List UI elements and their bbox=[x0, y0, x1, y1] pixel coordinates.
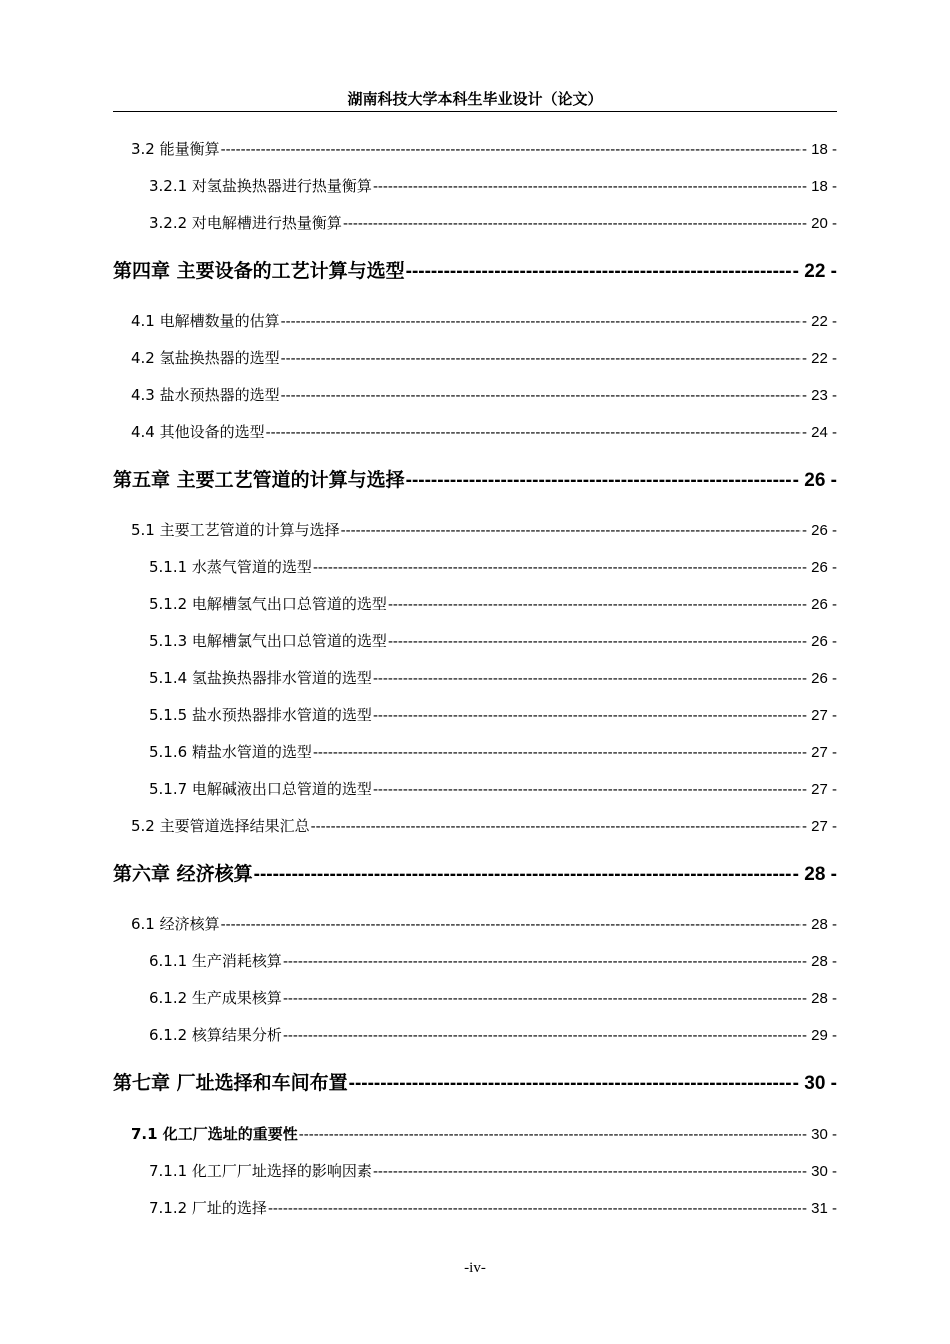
toc-entry-page: - 30 - bbox=[792, 1073, 837, 1094]
toc-entry-3-2-1[interactable] bbox=[149, 175, 837, 197]
toc-leader bbox=[373, 779, 801, 800]
toc-entry-page: - 27 - bbox=[801, 781, 837, 798]
toc-entry-page: - 30 - bbox=[801, 1163, 837, 1180]
toc-entry-5-1-4[interactable] bbox=[149, 667, 837, 689]
toc-entry-title: 6.1.1 生产消耗核算 bbox=[149, 952, 282, 970]
page-number: -iv- bbox=[464, 1260, 486, 1276]
toc-entry-title: 5.1.7 电解碱液出口总管道的选型 bbox=[149, 780, 372, 798]
toc-entry-title: 4.4 其他设备的选型 bbox=[131, 423, 265, 441]
toc-entry-page: - 22 - bbox=[792, 261, 837, 282]
toc-entry-page: - 28 - bbox=[801, 990, 837, 1007]
toc-entry-7-1[interactable] bbox=[131, 1123, 837, 1145]
toc-entry-page: - 29 - bbox=[801, 1027, 837, 1044]
toc-entry-3-2[interactable] bbox=[131, 138, 837, 160]
toc-entry-page: - 30 - bbox=[801, 1126, 837, 1143]
toc-entry-title: 5.2 主要管道选择结果汇总 bbox=[131, 817, 310, 835]
toc-entry-page: - 22 - bbox=[801, 350, 837, 367]
toc-entry-5-2[interactable] bbox=[131, 815, 837, 837]
toc-leader bbox=[281, 311, 801, 332]
toc-leader bbox=[373, 668, 801, 689]
toc-entry-5-1-5[interactable] bbox=[149, 704, 837, 726]
toc-leader bbox=[388, 631, 801, 652]
toc-entry-3-2-2[interactable] bbox=[149, 212, 837, 234]
toc-leader bbox=[283, 1025, 801, 1046]
toc-entry-4-4[interactable] bbox=[131, 421, 837, 443]
toc-entry-page: - 26 - bbox=[801, 559, 837, 576]
toc-entry-5-1-7[interactable] bbox=[149, 778, 837, 800]
toc-entry-title: 5.1.6 精盐水管道的选型 bbox=[149, 743, 312, 761]
toc-leader bbox=[313, 557, 801, 578]
toc-entry-title: 7.1 化工厂选址的重要性 bbox=[131, 1125, 298, 1143]
toc-leader bbox=[268, 1198, 801, 1219]
toc-leader bbox=[281, 385, 801, 406]
toc-entry-title: 3.2 能量衡算 bbox=[131, 140, 220, 158]
toc-entry-title: 7.1.1 化工厂厂址选择的影响因素 bbox=[149, 1162, 372, 1180]
toc-entry-5-1[interactable] bbox=[131, 519, 837, 541]
toc-chapter-4[interactable] bbox=[113, 258, 837, 284]
toc-entry-title: 第四章 主要设备的工艺计算与选型 bbox=[113, 260, 405, 282]
toc-leader bbox=[406, 468, 792, 493]
toc-entry-4-3[interactable] bbox=[131, 384, 837, 406]
toc-entry-page: - 26 - bbox=[801, 670, 837, 687]
toc-entry-title: 6.1.2 核算结果分析 bbox=[149, 1026, 282, 1044]
toc-entry-title: 第七章 厂址选择和车间布置 bbox=[113, 1072, 348, 1094]
toc-leader bbox=[221, 139, 801, 160]
toc-leader bbox=[283, 951, 801, 972]
toc-chapter-5[interactable] bbox=[113, 467, 837, 493]
toc-entry-title: 3.2.2 对电解槽进行热量衡算 bbox=[149, 214, 342, 232]
toc-entry-title: 5.1.4 氢盐换热器排水管道的选型 bbox=[149, 669, 372, 687]
toc-entry-4-1[interactable] bbox=[131, 310, 837, 332]
toc-leader bbox=[341, 520, 801, 541]
toc-leader bbox=[406, 259, 792, 284]
running-header: 湖南科技大学本科生毕业设计（论文） bbox=[347, 90, 603, 108]
toc-entry-page: - 28 - bbox=[801, 953, 837, 970]
toc-entry-page: - 27 - bbox=[801, 818, 837, 835]
toc-entry-title: 第六章 经济核算 bbox=[113, 863, 253, 885]
toc-leader bbox=[254, 862, 792, 887]
toc-entry-title: 5.1.5 盐水预热器排水管道的选型 bbox=[149, 706, 372, 724]
toc-entry-page: - 18 - bbox=[801, 141, 837, 158]
toc-leader bbox=[349, 1071, 792, 1096]
toc-entry-7-1-1[interactable] bbox=[149, 1160, 837, 1182]
toc-entry-title: 6.1 经济核算 bbox=[131, 915, 220, 933]
toc-chapter-7[interactable] bbox=[113, 1070, 837, 1096]
toc-leader bbox=[373, 1161, 801, 1182]
toc-entry-page: - 22 - bbox=[801, 313, 837, 330]
toc-entry-5-1-2[interactable] bbox=[149, 593, 837, 615]
toc-entry-page: - 26 - bbox=[792, 470, 837, 491]
toc-entry-title: 7.1.2 厂址的选择 bbox=[149, 1199, 267, 1217]
toc-entry-page: - 20 - bbox=[801, 215, 837, 232]
toc-entry-title: 4.3 盐水预热器的选型 bbox=[131, 386, 280, 404]
toc-entry-title: 5.1 主要工艺管道的计算与选择 bbox=[131, 521, 340, 539]
toc-entry-6-1-1[interactable] bbox=[149, 950, 837, 972]
toc-entry-page: - 28 - bbox=[801, 916, 837, 933]
toc-entry-page: - 23 - bbox=[801, 387, 837, 404]
toc-entry-page: - 24 - bbox=[801, 424, 837, 441]
toc-entry-title: 5.1.1 水蒸气管道的选型 bbox=[149, 558, 312, 576]
toc-entry-page: - 26 - bbox=[801, 522, 837, 539]
toc-entry-title: 3.2.1 对氢盐换热器进行热量衡算 bbox=[149, 177, 372, 195]
toc-entry-6-1[interactable] bbox=[131, 913, 837, 935]
toc-leader bbox=[283, 988, 801, 1009]
toc-entry-title: 5.1.2 电解槽氢气出口总管道的选型 bbox=[149, 595, 387, 613]
toc-entry-4-2[interactable] bbox=[131, 347, 837, 369]
toc-leader bbox=[373, 176, 801, 197]
toc-leader bbox=[388, 594, 801, 615]
toc-entry-5-1-1[interactable] bbox=[149, 556, 837, 578]
toc-chapter-6[interactable] bbox=[113, 861, 837, 887]
toc-entry-page: - 27 - bbox=[801, 707, 837, 724]
toc-leader bbox=[281, 348, 801, 369]
toc-leader bbox=[343, 213, 801, 234]
toc-leader bbox=[266, 422, 801, 443]
toc-entry-page: - 31 - bbox=[801, 1200, 837, 1217]
toc-entry-title: 5.1.3 电解槽氯气出口总管道的选型 bbox=[149, 632, 387, 650]
toc-entry-5-1-3[interactable] bbox=[149, 630, 837, 652]
toc-entry-title: 4.2 氢盐换热器的选型 bbox=[131, 349, 280, 367]
toc-entry-title: 第五章 主要工艺管道的计算与选择 bbox=[113, 469, 405, 491]
toc-entry-title: 4.1 电解槽数量的估算 bbox=[131, 312, 280, 330]
toc-entry-6-1-2b[interactable] bbox=[149, 1024, 837, 1046]
toc-leader bbox=[313, 742, 801, 763]
toc-entry-6-1-2[interactable] bbox=[149, 987, 837, 1009]
toc-leader bbox=[311, 816, 801, 837]
toc-entry-title: 6.1.2 生产成果核算 bbox=[149, 989, 282, 1007]
toc-leader bbox=[299, 1124, 801, 1145]
toc-entry-7-1-2[interactable] bbox=[149, 1197, 837, 1219]
toc-entry-page: - 27 - bbox=[801, 744, 837, 761]
toc-leader bbox=[221, 914, 801, 935]
toc-entry-page: - 26 - bbox=[801, 633, 837, 650]
toc-leader bbox=[373, 705, 801, 726]
toc-entry-page: - 28 - bbox=[792, 864, 837, 885]
toc-entry-5-1-6[interactable] bbox=[149, 741, 837, 763]
toc-entry-page: - 26 - bbox=[801, 596, 837, 613]
toc-entry-page: - 18 - bbox=[801, 178, 837, 195]
